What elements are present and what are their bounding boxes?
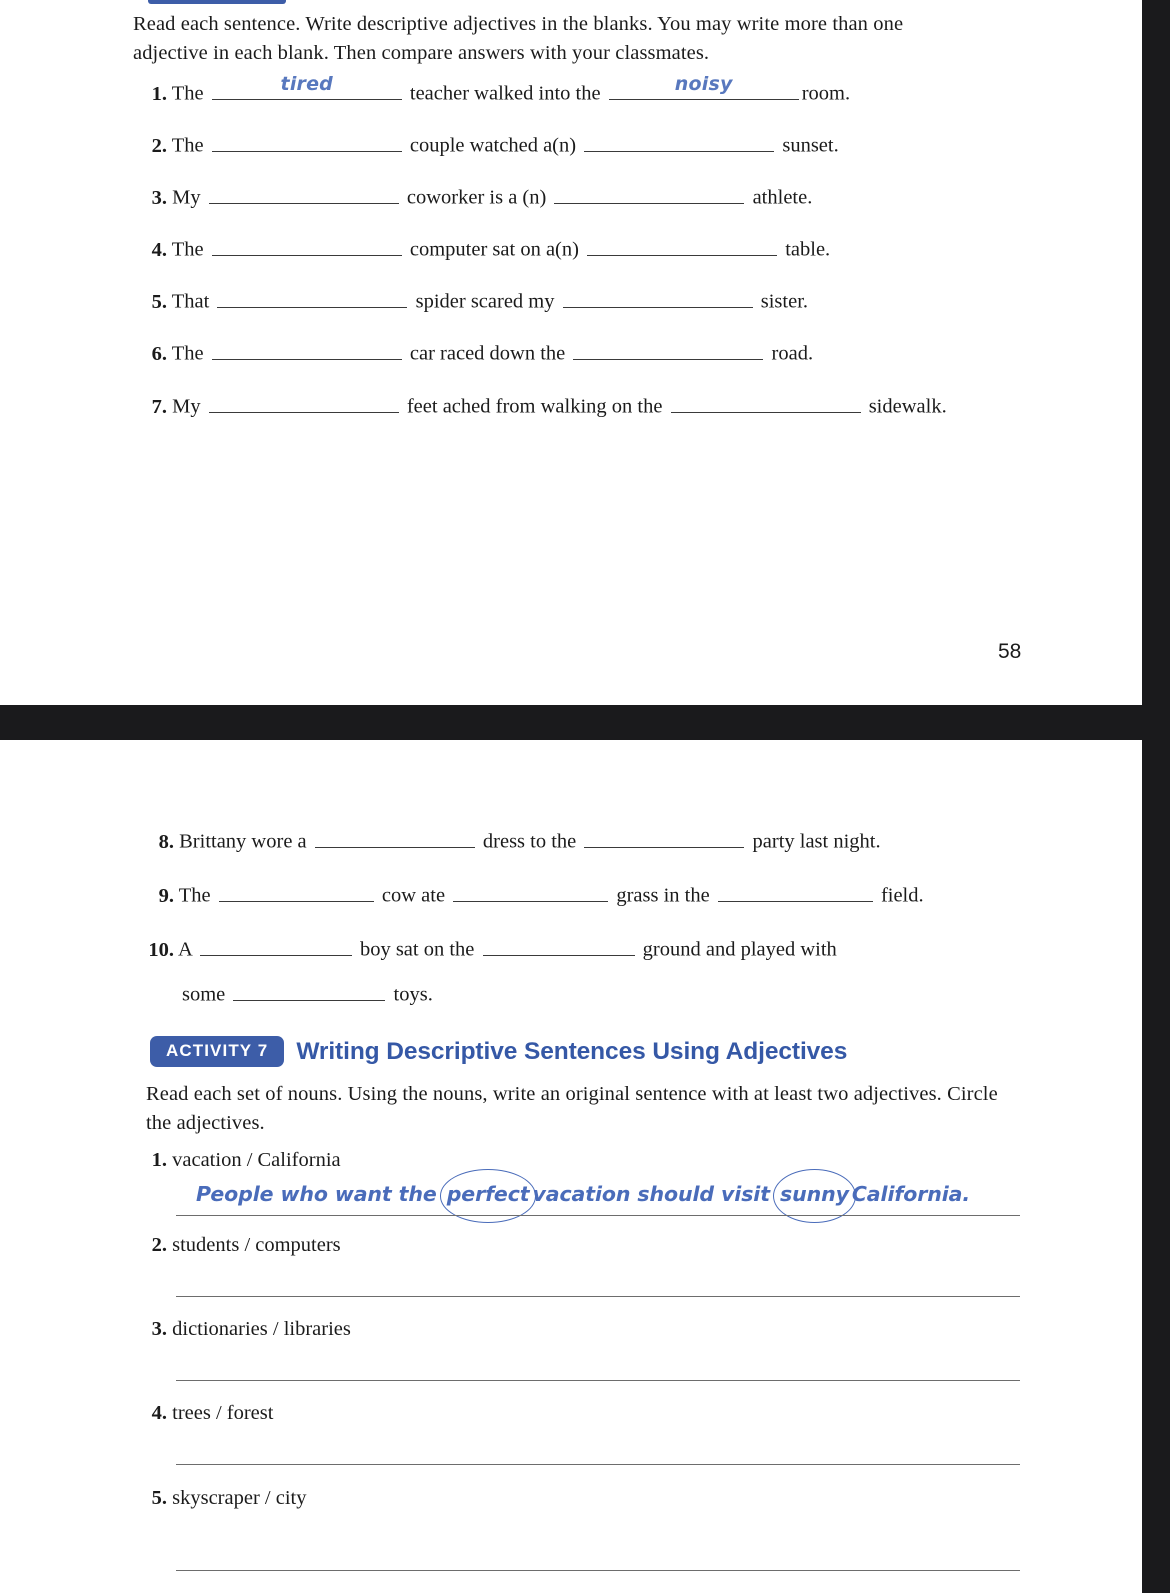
blank-input-4a[interactable] [212, 233, 402, 256]
item-text-part: road. [771, 342, 814, 365]
item-number: 10. [148, 938, 174, 961]
item-text-part: The [171, 238, 204, 261]
item-text-part: coworker is a (n) [406, 186, 547, 209]
activity-7-header [150, 1036, 847, 1067]
item-number: 9. [158, 884, 174, 907]
item-text-part: The [171, 342, 204, 365]
item-text-part: computer sat on a(n) [409, 238, 579, 261]
item-number: 2. [151, 134, 167, 157]
item-text-part: That [171, 290, 210, 313]
item-number: 2. [151, 1234, 167, 1256]
item-text-part: room. [801, 82, 851, 105]
page-number: 58 [998, 640, 1022, 663]
blank-input-8b[interactable] [584, 825, 744, 848]
blank-input-10c[interactable] [233, 978, 385, 1001]
item-text-part: table. [785, 238, 831, 261]
activity7-answer-1[interactable] [196, 1182, 970, 1206]
item-text-part: dress to the [482, 830, 577, 853]
item-text-part: Brittany wore a [179, 830, 307, 853]
item-number: 1. [151, 1149, 167, 1171]
activity-badge: ACTIVITY 7 [150, 1036, 284, 1067]
item-text-part: ground and played with [642, 938, 837, 961]
blank-input-3a[interactable] [209, 181, 399, 204]
answer-line-5[interactable] [176, 1570, 1020, 1571]
activity7-prompt-2 [145, 1232, 341, 1258]
blank-input-6a[interactable] [212, 337, 402, 360]
activity7-prompt-3 [145, 1316, 351, 1342]
activity7-prompt-1 [145, 1147, 341, 1173]
blank-input-8a[interactable] [315, 825, 475, 848]
blank-input-9a[interactable] [219, 879, 374, 902]
activity-badge-stub-icon [148, 0, 286, 4]
answer-segment: vacation should visit [532, 1182, 770, 1206]
fill-blank-item-8 [152, 825, 881, 855]
fill-blank-item-10 [140, 933, 837, 963]
item-text-part: sidewalk. [868, 395, 947, 418]
fill-blank-item-9 [152, 879, 924, 909]
item-text-part: sunset. [782, 134, 839, 157]
handwritten-answer: noisy [674, 72, 733, 95]
blank-input-7b[interactable] [671, 390, 861, 413]
item-text-part: My [172, 186, 201, 209]
prompt-text: students / computers [172, 1234, 341, 1256]
answer-segment: California. [851, 1182, 971, 1206]
activity-title: Writing Descriptive Sentences Using Adjectives [296, 1037, 848, 1065]
fill-blank-item-5 [145, 285, 808, 315]
prompt-text: vacation / California [172, 1149, 341, 1171]
item-text-part: The [171, 134, 204, 157]
item-text-part: The [178, 884, 211, 907]
prompt-text: skyscraper / city [172, 1487, 307, 1509]
item-text-part: feet ached from walking on the [406, 395, 663, 418]
item-number: 4. [151, 1402, 167, 1424]
blank-input-6b[interactable] [573, 337, 763, 360]
answer-line-1[interactable] [176, 1215, 1020, 1216]
blank-input-10a[interactable] [200, 933, 352, 956]
item-text-part: field. [880, 884, 924, 907]
item-number: 7. [151, 395, 167, 418]
page-gutter-divider [0, 705, 1142, 740]
prompt-text: trees / forest [172, 1402, 274, 1424]
circled-adjective-1: perfect [444, 1182, 533, 1206]
section-instructions: Read each sentence. Write descriptive adjectives in the blanks. You may write more than one adjective in each blank. Then compare answers with your classmates. [133, 13, 904, 64]
item-text-part: A [178, 938, 192, 961]
blank-input-1a[interactable] [212, 72, 402, 100]
item-text-part: some [182, 983, 226, 1006]
item-text-part: grass in the [616, 884, 710, 907]
item-text-part: My [172, 395, 201, 418]
fill-blank-item-2 [145, 129, 839, 159]
item-number: 3. [151, 186, 167, 209]
item-number: 8. [158, 830, 174, 853]
fill-blank-item-4 [145, 233, 830, 263]
blank-input-2b[interactable] [584, 129, 774, 152]
item-text-part: toys. [393, 983, 433, 1006]
blank-input-5a[interactable] [217, 285, 407, 308]
item-text-part: The [171, 82, 204, 105]
item-text-part: cow ate [381, 884, 446, 907]
answer-segment: People who want the [196, 1182, 437, 1206]
item-text-part: sister. [760, 290, 809, 313]
blank-input-7a[interactable] [209, 390, 399, 413]
answer-line-2[interactable] [176, 1296, 1020, 1297]
circled-adjective-2: sunny [777, 1182, 852, 1206]
activity7-prompt-4 [145, 1400, 273, 1426]
blank-input-3b[interactable] [554, 181, 744, 204]
item-text-part: spider scared my [415, 290, 555, 313]
item-number: 5. [151, 290, 167, 313]
blank-input-10b[interactable] [483, 933, 635, 956]
blank-input-9b[interactable] [453, 879, 608, 902]
activity7-prompt-5 [145, 1485, 306, 1511]
blank-input-9c[interactable] [718, 879, 873, 902]
item-text-part: teacher walked into the [409, 82, 601, 105]
item-number: 3. [151, 1318, 167, 1340]
fill-blank-item-6 [145, 337, 813, 367]
answer-line-3[interactable] [176, 1380, 1020, 1381]
fill-blank-item-1 [145, 72, 851, 107]
blank-input-1b[interactable] [609, 72, 799, 100]
item-text-part: athlete. [752, 186, 813, 209]
item-number: 5. [151, 1487, 167, 1509]
fill-blank-item-10-line2 [182, 978, 433, 1008]
blank-input-4b[interactable] [587, 233, 777, 256]
fill-blank-item-3 [145, 181, 812, 211]
activity-7-instructions: Read each set of nouns. Using the nouns, write an original sentence with at least two adjectives. Circle the adjectives. [146, 1083, 998, 1134]
blank-input-5b[interactable] [563, 285, 753, 308]
page-right-margin [1142, 0, 1170, 1593]
item-text-part: couple watched a(n) [409, 134, 577, 157]
item-number: 1. [151, 82, 167, 105]
fill-blank-item-7 [145, 390, 947, 420]
item-number: 4. [151, 238, 167, 261]
answer-line-4[interactable] [176, 1464, 1020, 1465]
handwritten-answer: tired [280, 72, 333, 95]
item-text-part: car raced down the [409, 342, 566, 365]
prompt-text: dictionaries / libraries [172, 1318, 351, 1340]
item-text-part: party last night. [752, 830, 881, 853]
item-number: 6. [151, 342, 167, 365]
item-text-part: boy sat on the [359, 938, 475, 961]
blank-input-2a[interactable] [212, 129, 402, 152]
